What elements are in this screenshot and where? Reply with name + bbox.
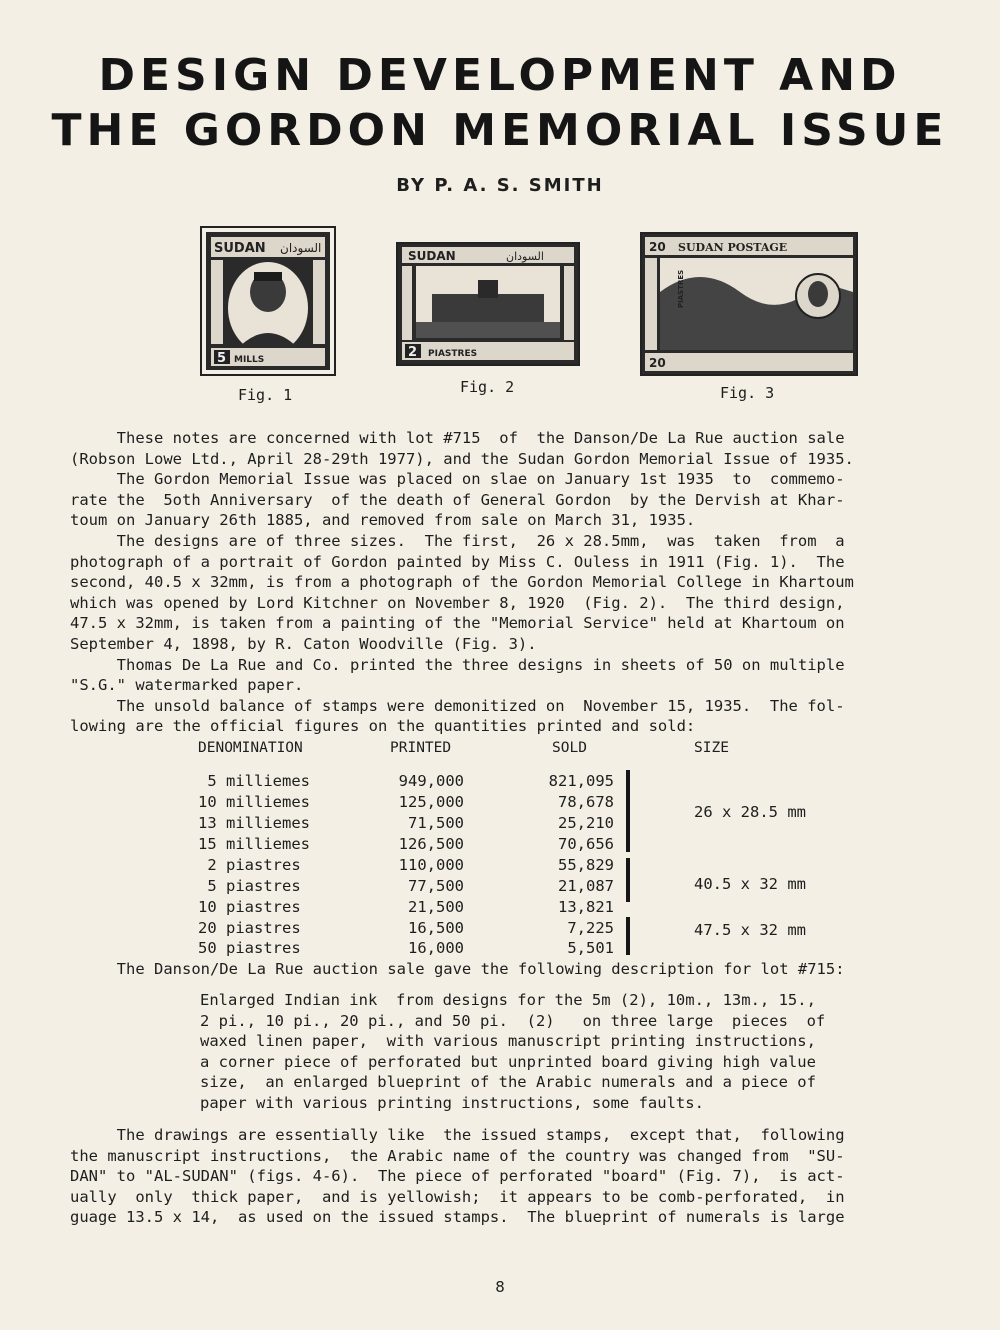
row-6-printed: 77,500 xyxy=(408,877,464,895)
row-5-sold: 55,829 xyxy=(558,856,614,874)
svg-text:ﺍﻟﺴﻮﺩﺍﻥ: ﺍﻟﺴﻮﺩﺍﻥ xyxy=(506,250,544,263)
row-2-printed: 125,000 xyxy=(398,793,464,811)
svg-text:ﺍﻟﺴﻮﺩﺍﻥ: ﺍﻟﺴﻮﺩﺍﻥ xyxy=(280,241,322,255)
stamp2-sudan-text: SUDAN xyxy=(408,249,456,263)
row-2-denomination: 10 milliemes xyxy=(198,793,310,811)
row-1-sold: 821,095 xyxy=(548,772,614,790)
row-5-denomination: 2 piastres xyxy=(198,856,301,874)
row-3-sold: 25,210 xyxy=(558,814,614,832)
stamp3-top-left-value: 20 xyxy=(649,240,666,254)
row-8-sold: 7,225 xyxy=(567,919,614,937)
row-8-printed: 16,500 xyxy=(408,919,464,937)
closing-paragraph: The drawings are essentially like the issued stamps, except that, following the manuscript instructions, the Arabic name of the country was changed from "SU- DAN" to "AL-SUDAN" (figs. 4-6). The piece of perforated "board" (Fig. 7), is act- ually only thick paper, and is yellowish; it appears to be comb-perforated, in guage 13.5 x 14, as used on the issued stamps. The blueprint of numerals is large xyxy=(70,1126,845,1227)
figure-2-caption: Fig. 2 xyxy=(460,378,515,396)
figure-3-stamp-image xyxy=(640,232,858,376)
stamp1-value: 5 xyxy=(217,351,227,366)
table-header-sold: SOLD xyxy=(552,740,587,756)
row-1-denomination: 5 milliemes xyxy=(198,772,310,790)
auction-description-quote: Enlarged Indian ink from designs for the 5m (2), 10m., 13m., 15., 2 pi., 10 pi., 20 pi., and 50 pi. (2) on three large pieces of waxed linen paper, with various manuscript printing instructions, a corner piece of perforated but unprinted board giving high value size, an enlarged blueprint of the Arabic numerals and a piece of paper with various printing instructions, some faults. xyxy=(200,991,826,1112)
size-group-2-bracket xyxy=(626,858,630,902)
stamp3-sudan-postage: SUDAN POSTAGE xyxy=(678,241,788,254)
size-group-3-bracket xyxy=(626,917,630,955)
row-8-denomination: 20 piastres xyxy=(198,919,301,937)
size-group-1-label: 26 x 28.5 mm xyxy=(694,803,806,821)
row-4-printed: 126,500 xyxy=(398,835,464,853)
row-1-printed: 949,000 xyxy=(398,772,464,790)
size-group-3-label: 47.5 x 32 mm xyxy=(694,921,806,939)
figure-1-stamp-image xyxy=(200,226,336,376)
row-4-sold: 70,656 xyxy=(558,835,614,853)
row-3-denomination: 13 milliemes xyxy=(198,814,310,832)
page-number: 8 xyxy=(495,1278,505,1296)
row-7-printed: 21,500 xyxy=(408,898,464,916)
byline: BY P. A. S. SMITH xyxy=(396,175,604,196)
stamp1-mills: MILLS xyxy=(234,355,265,365)
table-header-printed: PRINTED xyxy=(390,740,452,756)
figure-2-stamp-image xyxy=(396,242,580,366)
stamp1-sudan-text: SUDAN xyxy=(214,241,266,256)
stamp2-piastres: PIASTRES xyxy=(428,349,478,359)
row-5-printed: 110,000 xyxy=(398,856,464,874)
stamp2-value: 2 xyxy=(408,345,418,360)
size-group-2-label: 40.5 x 32 mm xyxy=(694,875,806,893)
figure-3-caption: Fig. 3 xyxy=(720,384,775,402)
row-7-denomination: 10 piastres xyxy=(198,898,301,916)
row-6-denomination: 5 piastres xyxy=(198,877,301,895)
row-3-printed: 71,500 xyxy=(408,814,464,832)
article-title-line-2: THE GORDON MEMORIAL ISSUE xyxy=(51,105,949,156)
row-6-sold: 21,087 xyxy=(558,877,614,895)
row-7-sold: 13,821 xyxy=(558,898,614,916)
table-header-size: SIZE xyxy=(694,740,729,756)
figure-1-caption: Fig. 1 xyxy=(238,386,293,404)
row-9-denomination: 50 piastres xyxy=(198,939,301,957)
stamp3-bottom-left-value: 20 xyxy=(649,356,666,370)
row-9-printed: 16,000 xyxy=(408,939,464,957)
size-group-1-bracket xyxy=(626,770,630,852)
stamp3-piastres: PIASTRES xyxy=(677,269,685,308)
row-9-sold: 5,501 xyxy=(567,939,614,957)
article-title-line-1: DESIGN DEVELOPMENT AND xyxy=(98,50,902,101)
row-2-sold: 78,678 xyxy=(558,793,614,811)
row-4-denomination: 15 milliemes xyxy=(198,835,310,853)
lead-in-text: The Danson/De La Rue auction sale gave the following description for lot #715: xyxy=(70,960,845,978)
body-paragraphs: These notes are concerned with lot #715 of the Danson/De La Rue auction sale (Robson Lowe Ltd., April 28-29th 1977), and the Sudan Gordon Memorial Issue of 1935. The Gordon Memorial Issue was placed on slae on January 1st 1935 to commemo- rate the 5oth Anniversary of the death of General Gordon by the Dervish at Khar- toum on January 26th 1885, and removed from sale on March 31, 1935. The designs are of three sizes. The first, 26 x 28.5mm, was taken from a photograph of a portrait of Gordon painted by Miss C. Ouless in 1911 (Fig. 1). The second, 40.5 x 32mm, is from a photograph of the Gordon Memorial College in Khartoum which was opened by Lord Kitchner on November 8, 1920 (Fig. 2). The third design, 47.5 x 32mm, is taken from a painting of the "Memorial Service" held at Khartoum on September 4, 1898, by R. Caton Woodville (Fig. 3). Thomas De La Rue and Co. printed the three designs in sheets of 50 on multiple "S.G." watermarked paper. The unsold balance of stamps were demonitized on November 15, 1935. The fol- lowing are the official figures on the quantities printed and sold: xyxy=(70,429,854,736)
table-header-denomination: DENOMINATION xyxy=(198,740,303,756)
